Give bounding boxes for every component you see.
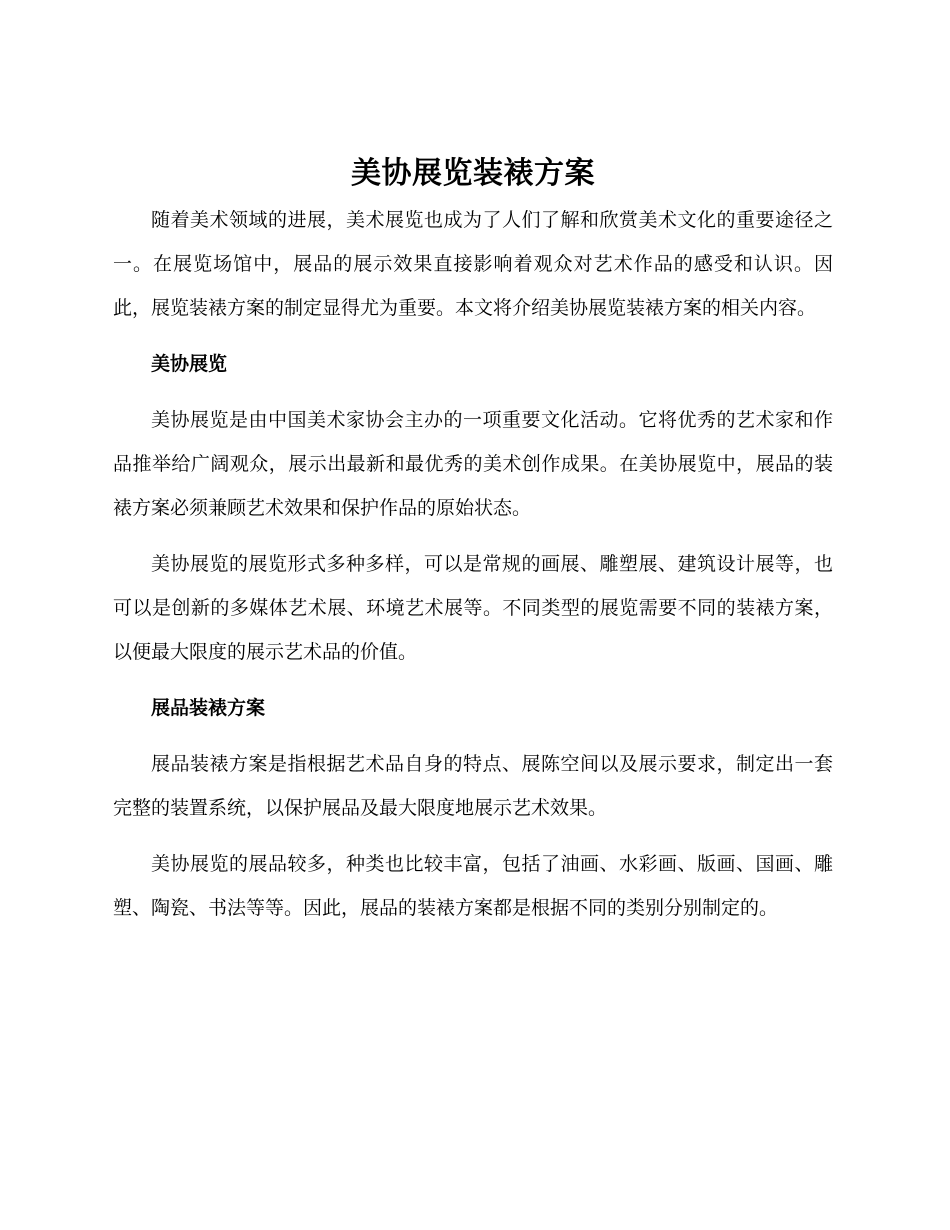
- document-title: 美协展览装裱方案: [351, 156, 595, 191]
- document-page: [113, 150, 833, 930]
- intro-paragraph: 随着美术领域的进展，美术展览也成为了人们了解和欣赏美术文化的重要途径之一。在展览场馆中，展品的展示效果直接影响着观众对艺术作品的感受和认识。因此，展览装裱方案的制定显得尤为重要。本文将介绍美协展览装裱方案的相关内容。: [113, 209, 833, 319]
- section-1-paragraph-2: 美协展览的展览形式多种多样，可以是常规的画展、雕塑展、建筑设计展等，也可以是创新的多媒体艺术展、环境艺术展等。不同类型的展览需要不同的装裱方案，以便最大限度的展示艺术品的价值。: [113, 553, 833, 663]
- section-heading-meixie-exhibition: 美协展览: [151, 353, 228, 375]
- section-2-paragraph-2: 美协展览的展品较多，种类也比较丰富，包括了油画、水彩画、版画、国画、雕塑、陶瓷、书法等等。因此，展品的装裱方案都是根据不同的类别分别制定的。: [113, 853, 833, 919]
- section-1-paragraph-1: 美协展览是由中国美术家协会主办的一项重要文化活动。它将优秀的艺术家和作品推举给广阔观众，展示出最新和最优秀的美术创作成果。在美协展览中，展品的装裱方案必须兼顾艺术效果和保护作品的原始状态。: [113, 409, 833, 519]
- section-heading-mounting-plan: 展品装裱方案: [151, 697, 266, 719]
- section-2-paragraph-1: 展品装裱方案是指根据艺术品自身的特点、展陈空间以及展示要求，制定出一套完整的装置系统，以保护展品及最大限度地展示艺术效果。: [113, 753, 833, 819]
